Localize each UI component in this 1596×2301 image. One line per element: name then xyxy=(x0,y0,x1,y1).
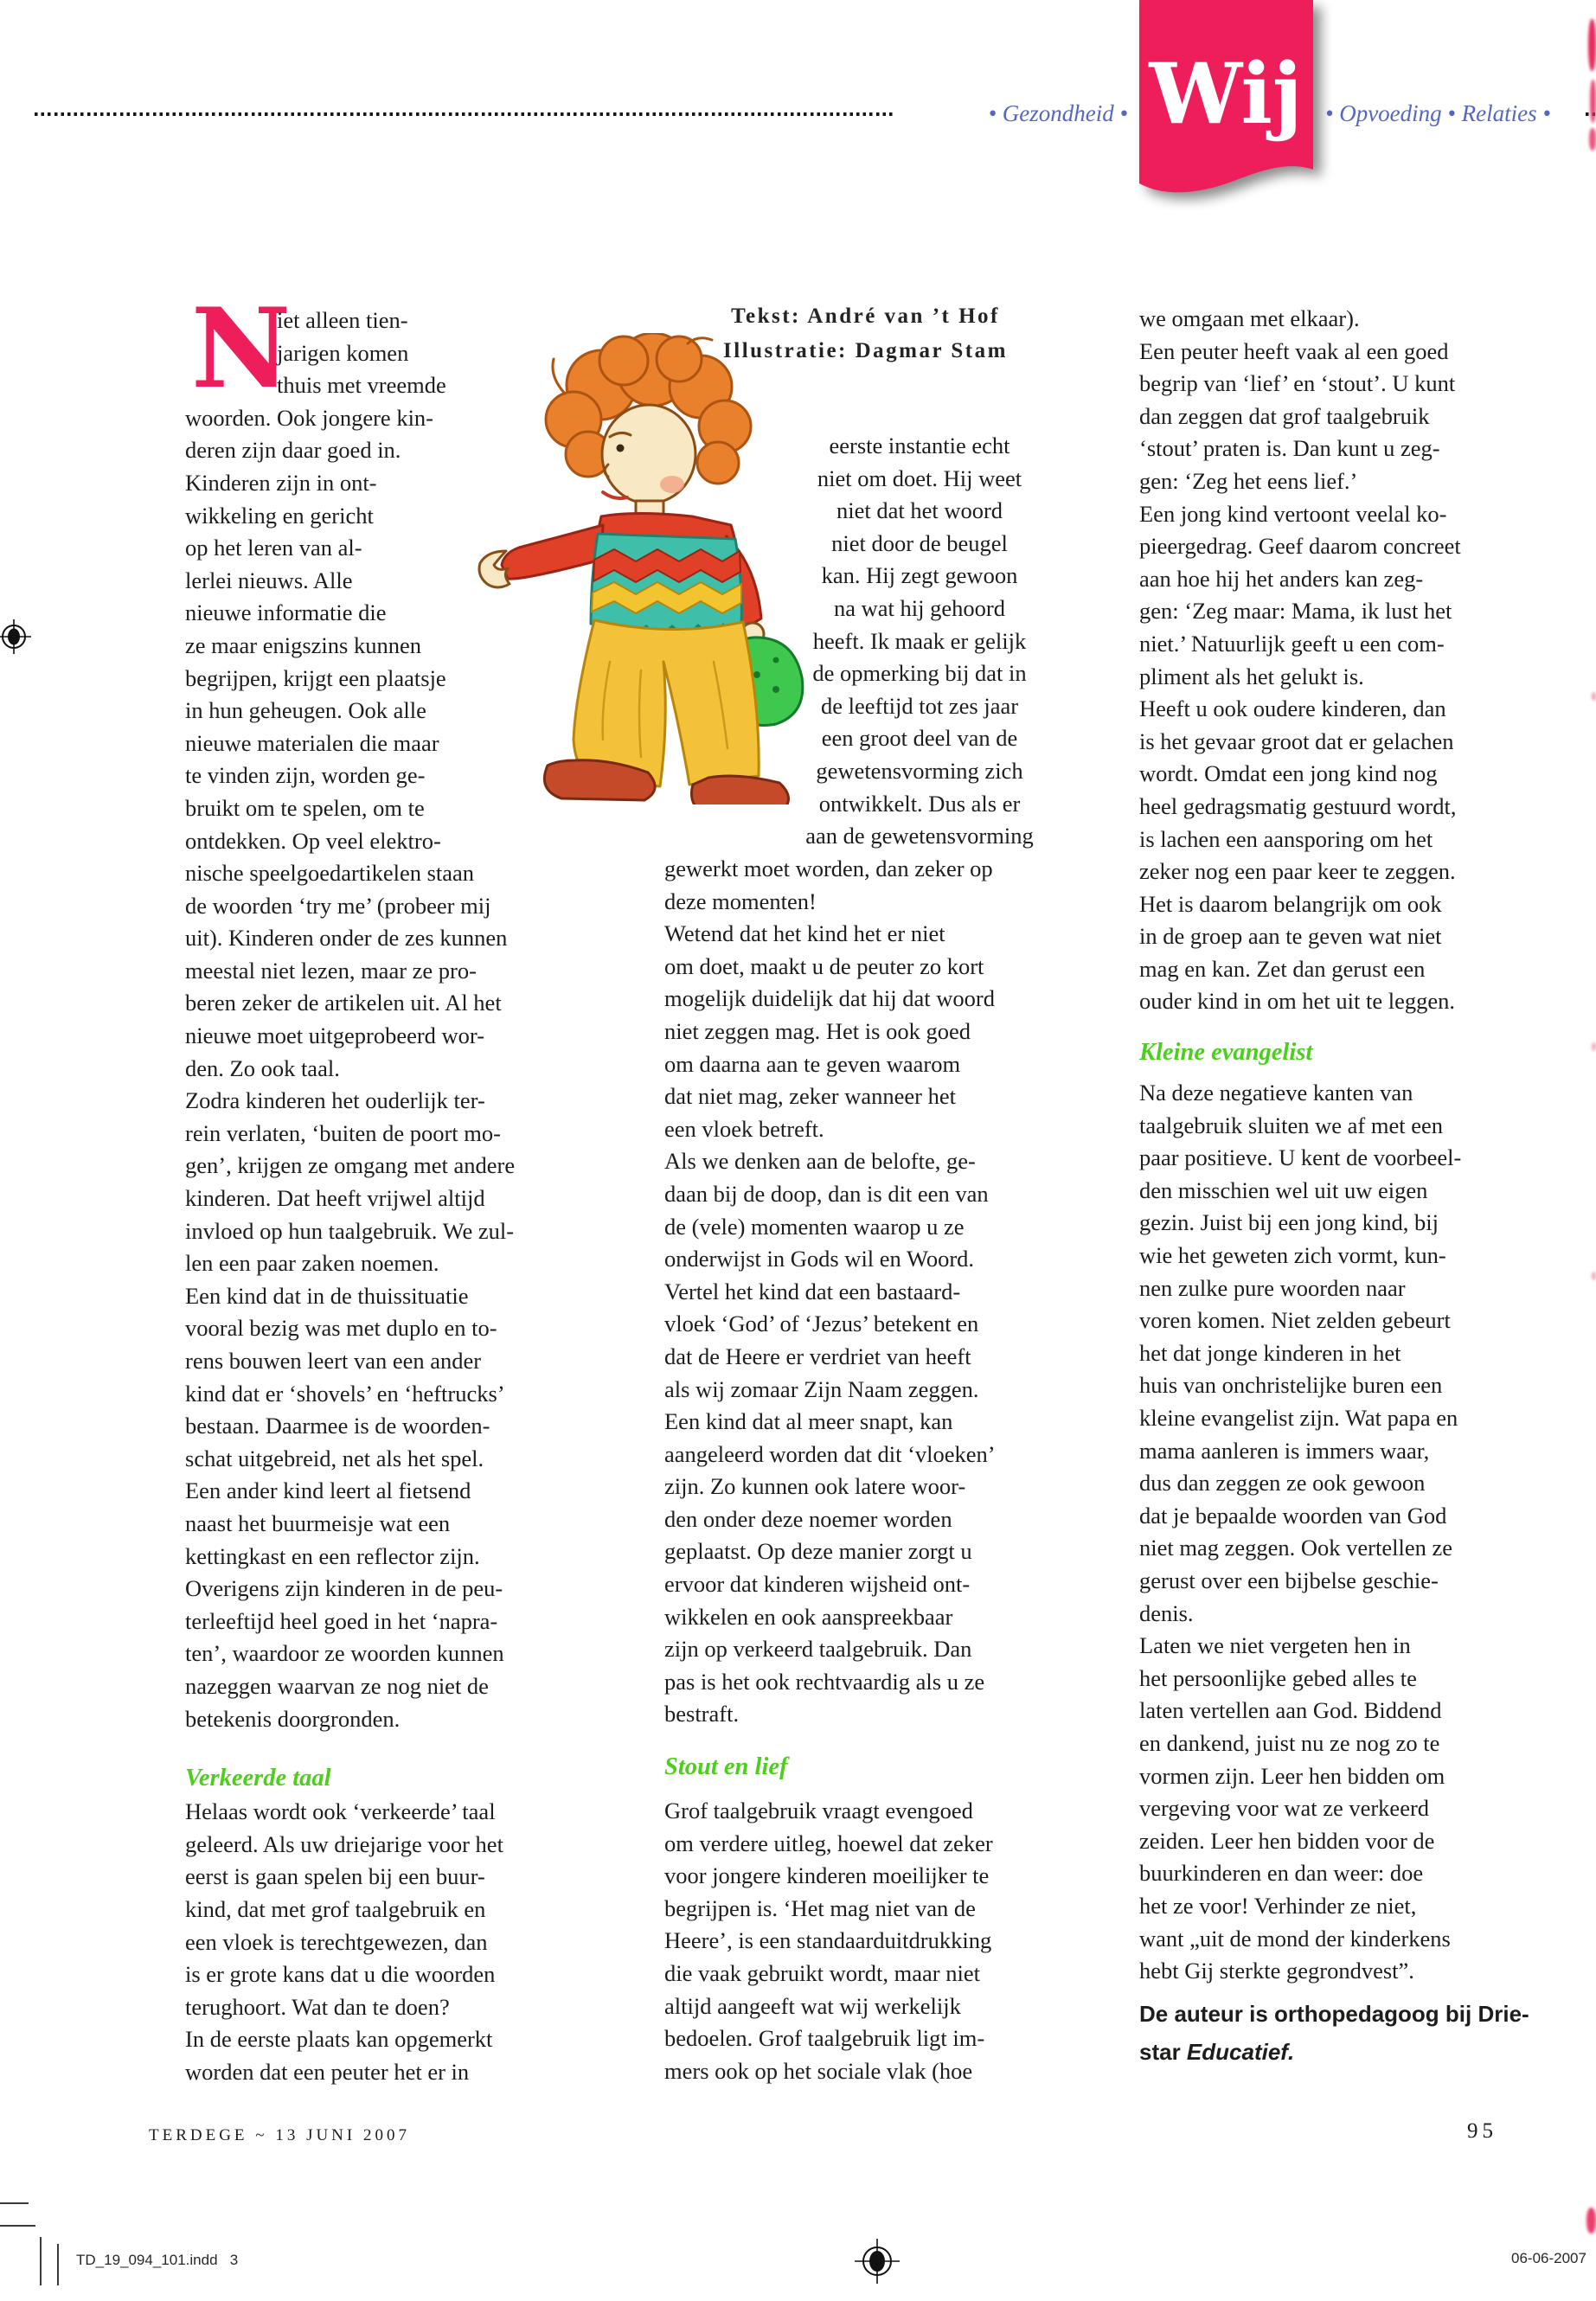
author-note xyxy=(1139,1995,1544,2071)
text-line: meestal niet lezen, maar ze pro- xyxy=(185,957,477,984)
text-line: deze momenten! xyxy=(664,888,817,914)
text-line: Na deze negatieve kanten van xyxy=(1139,1080,1413,1106)
text-line: vergeving voor wat ze verkeerd xyxy=(1139,1795,1430,1822)
text-line: de opmerking bij dat in xyxy=(812,660,1027,687)
text-line: thuis met vreemde xyxy=(277,372,446,399)
text-line: Grof taalgebruik vraagt evengoed xyxy=(664,1798,973,1824)
text-line: bruikt om te spelen, om te xyxy=(185,794,425,821)
crop-mark xyxy=(0,2225,35,2227)
text-line: zijn. Zo kunnen ook latere woor- xyxy=(664,1473,966,1500)
text-line: iet alleen tien- xyxy=(277,307,408,333)
text-line: we omgaan met elkaar). xyxy=(1139,305,1360,331)
text-line: de woorden ‘try me’ (probeer mij xyxy=(185,892,491,919)
text-line: om verdere uitleg, hoewel dat zeker xyxy=(664,1830,993,1856)
text-line: Helaas wordt ook ‘verkeerde’ taal xyxy=(185,1798,496,1825)
crop-mark xyxy=(0,2202,29,2204)
text-line: die vaak gebruikt wordt, maar niet xyxy=(664,1960,980,1986)
text-line: taalgebruik sluiten we af met een xyxy=(1139,1112,1443,1138)
text-line: terughoort. Wat dan te doen? xyxy=(185,1993,450,2020)
text-line: Een kind dat al meer snapt, kan xyxy=(664,1408,953,1435)
pink-bleed-mark xyxy=(1592,1042,1596,1051)
article-credits xyxy=(664,299,1067,369)
text-line: Vertel het kind dat een bastaard- xyxy=(664,1278,961,1304)
text-line: het dat jonge kinderen in het xyxy=(1139,1339,1401,1366)
text-line: daan bij de doop, dan is dit een van xyxy=(664,1180,989,1207)
text-line: dus dan zeggen ze ook gewoon xyxy=(1139,1470,1426,1497)
text-line: een groot deel van de xyxy=(821,725,1018,752)
text-line: vooral bezig was met duplo en to- xyxy=(185,1315,497,1342)
text-line: gezin. Juist bij een jong kind, bij xyxy=(1139,1209,1439,1236)
text-line: Laten we niet vergeten hen in xyxy=(1139,1632,1411,1659)
text-line: buurkinderen en dan weer: doe xyxy=(1139,1860,1424,1887)
text-line: Het is daarom belangrijk om ook xyxy=(1139,890,1442,917)
pink-bleed-mark xyxy=(1588,19,1596,71)
text-line: pliment als het gelukt is. xyxy=(1139,663,1364,689)
text-line: Een ander kind leert al fietsend xyxy=(185,1477,471,1504)
crop-mark xyxy=(40,2237,42,2285)
column-1-body-2 xyxy=(185,1796,586,2088)
text-line: schat uitgebreid, net als het spel. xyxy=(185,1445,484,1471)
text-line: dat niet mag, zeker wanneer het xyxy=(664,1083,956,1110)
column-3-body xyxy=(1139,303,1544,1018)
imprint-date: 06-06-2007 xyxy=(1511,2250,1586,2266)
column-2 xyxy=(664,853,1067,2087)
text-line: dat de Heere er verdriet van heeft xyxy=(664,1343,971,1369)
heading-verkeerde-taal: Verkeerde taal xyxy=(185,1765,331,1792)
text-line: het ze voor! Verhinder ze niet, xyxy=(1139,1892,1417,1919)
text-line: kinderen. Dat heeft vrijwel altijd xyxy=(185,1185,485,1212)
text-line: op het leren van al- xyxy=(185,535,362,561)
text-line: mag en kan. Zet dan gerust een xyxy=(1139,955,1426,982)
text-line: pas is het ook rechtvaardig als u ze xyxy=(664,1668,985,1695)
text-line: Een jong kind vertoont veelal ko- xyxy=(1139,500,1447,527)
text-line: naast het buurmeisje wat een xyxy=(185,1509,451,1536)
drop-cap: N xyxy=(191,285,292,413)
text-line: betekenis doorgronden. xyxy=(185,1705,401,1732)
text-line: pieergedrag. Geef daarom concreet xyxy=(1139,533,1461,560)
text-line: niet dat het woord xyxy=(836,497,1003,524)
text-line: als wij zomaar Zijn Naam zeggen. xyxy=(664,1375,979,1402)
crop-mark xyxy=(57,2244,59,2285)
text-line: rens bouwen leert van een ander xyxy=(185,1348,482,1374)
text-line: eerste instantie echt xyxy=(829,433,1010,458)
text-line: niet door de beugel xyxy=(831,529,1008,556)
text-line: niet om doet. Hij weet xyxy=(817,465,1022,491)
text-line: de leeftijd tot zes jaar xyxy=(820,692,1019,719)
text-line: onderwijst in Gods wil en Woord. xyxy=(664,1246,975,1272)
text-line: niet zeggen mag. Het is ook goed xyxy=(664,1017,971,1044)
text-line: altijd aangeeft wat wij werkelijk xyxy=(664,1992,961,2019)
text-line: nen zulke pure woorden naar xyxy=(1139,1274,1406,1301)
column-3-body-2 xyxy=(1139,1077,1544,1988)
text-line: een vloek is terechtgewezen, dan xyxy=(185,1928,488,1955)
text-line: want „uit de mond der kinderkens xyxy=(1139,1925,1451,1952)
text-line: in de groep aan te geven wat niet xyxy=(1139,923,1442,950)
text-line: niet mag zeggen. Ook vertellen ze xyxy=(1139,1535,1453,1561)
rubric-gezondheid: • Gezondheid • xyxy=(988,100,1128,126)
text-line: Tekst: André van ’t Hof xyxy=(731,304,1000,328)
text-line: Wetend dat het kind het er niet xyxy=(664,920,945,947)
text-line: terleeftijd heel goed in het ‘napra- xyxy=(185,1607,498,1634)
text-line: nieuwe materialen die maar xyxy=(185,729,439,756)
text-line: denis. xyxy=(1139,1599,1194,1626)
text-line: Een peuter heeft vaak al een goed xyxy=(1139,337,1449,364)
text-line: vormen zijn. Leer hen bidden om xyxy=(1139,1762,1445,1789)
column-1 xyxy=(185,285,586,2088)
text-line: ze maar enigszins kunnen xyxy=(185,631,421,658)
registration-mark-bottom xyxy=(853,2237,901,2285)
text-line: dan zeggen dat grof taalgebruik xyxy=(1139,402,1430,429)
text-line: lerlei nieuws. Alle xyxy=(185,567,353,593)
text-line: beren zeker de artikelen uit. Al het xyxy=(185,990,502,1016)
text-line: gewetensvorming zich xyxy=(816,757,1023,784)
footer-issue-date: TERDEGE ~ 13 JUNI 2007 xyxy=(149,2126,410,2144)
text-line: den onder deze noemer worden xyxy=(664,1505,952,1532)
text-line: mers ook op het sociale vlak (hoe xyxy=(664,2057,973,2084)
text-line: nazeggen waarvan ze nog niet de xyxy=(185,1672,489,1699)
text-line: kleine evangelist zijn. Wat papa en xyxy=(1139,1405,1458,1431)
text-line: nische speelgoedartikelen staan xyxy=(185,860,475,887)
text-line: gen: ‘Zeg maar: Mama, ik lust het xyxy=(1139,598,1452,625)
text-line: is het gevaar groot dat er gelachen xyxy=(1139,727,1454,754)
pink-bleed-mark xyxy=(1592,1272,1596,1280)
text-line: gen’, krijgen ze omgang met andere xyxy=(185,1152,516,1179)
text-line: gen: ‘Zeg het eens lief.’ xyxy=(1139,467,1358,494)
text-line: ontdekken. Op veel elektro- xyxy=(185,827,441,854)
pink-bleed-mark xyxy=(1589,128,1596,151)
text-line: paar positieve. U kent de voorbeel- xyxy=(1139,1144,1462,1171)
column-2-body xyxy=(664,853,1067,1731)
text-line: kind dat er ‘shovels’ en ‘heftrucks’ xyxy=(185,1380,505,1407)
text-line: wordt. Omdat een jong kind nog xyxy=(1139,760,1438,787)
text-line: heel gedragsmatig gestuurd wordt, xyxy=(1139,792,1457,819)
text-line: is er grote kans dat u die woorden xyxy=(185,1961,496,1988)
text-line: is lachen een aansporing om het xyxy=(1139,825,1433,852)
text-line: Kinderen zijn in ont- xyxy=(185,469,377,496)
text-line: nieuwe moet uitgeprobeerd wor- xyxy=(185,1022,485,1049)
text-line: Heere’, is een standaarduitdrukking xyxy=(664,1927,992,1954)
text-line: hebt Gij sterkte gegrondvest”. xyxy=(1139,1958,1414,1984)
text-line: ontwikkelt. Dus als er xyxy=(818,790,1021,817)
text-line: Als we denken aan de belofte, ge- xyxy=(664,1148,976,1175)
text-line: ten’, waardoor ze woorden kunnen xyxy=(185,1640,504,1667)
text-line: begrijpen is. ‘Het mag niet van de xyxy=(664,1894,976,1921)
text-line: mogelijk duidelijk dat hij dat woord xyxy=(664,985,995,1012)
text-line: Illustratie: Dagmar Stam xyxy=(723,339,1008,362)
text-line: het persoonlijke gebed alles te xyxy=(1139,1664,1417,1691)
imprint-filename: TD_19_094_101.indd 3 xyxy=(76,2252,239,2268)
text-line: Overigens zijn kinderen in de peu- xyxy=(185,1575,503,1602)
text-line: om doet, maakt u de peuter zo kort xyxy=(664,952,984,979)
text-line: begrip van ‘lief’ en ‘stout’. U kunt xyxy=(1139,370,1456,397)
text-line: deren zijn daar goed in. xyxy=(185,437,401,464)
text-line: ouder kind in om het uit te leggen. xyxy=(1139,988,1456,1015)
wij-banner xyxy=(1135,0,1343,234)
text-line: den. Zo ook taal. xyxy=(185,1054,340,1081)
text-line: huis van onchristelijke buren een xyxy=(1139,1372,1443,1399)
text-line: voren komen. Niet zelden gebeurt xyxy=(1139,1307,1451,1334)
text-line: ‘stout’ praten is. Dan kunt u zeg- xyxy=(1139,435,1440,462)
text-line: Heeft u ook oudere kinderen, dan xyxy=(1139,695,1446,722)
text-line: rein verlaten, ‘buiten de poort mo- xyxy=(185,1119,501,1146)
pink-bleed-mark xyxy=(1592,692,1596,701)
text-line: mama aanleren is immers waar, xyxy=(1139,1437,1430,1464)
text-line: Zodra kinderen het ouderlijk ter- xyxy=(185,1087,485,1114)
text-line: bestaan. Daarmee is de woorden- xyxy=(185,1413,490,1439)
text-line: geleerd. Als uw driejarige voor het xyxy=(185,1830,503,1857)
text-line: uit). Kinderen onder de zes kunnen xyxy=(185,925,508,952)
text-line: dat je bepaalde woorden van God xyxy=(1139,1502,1447,1529)
column-2-wrapped-text xyxy=(770,430,1069,853)
text-line: aan de gewetensvorming xyxy=(805,823,1034,849)
text-line: zijn op verkeerd taalgebruik. Dan xyxy=(664,1636,972,1663)
text-line: wikkeling en gericht xyxy=(185,502,374,529)
text-line: in hun geheugen. Ook alle xyxy=(185,697,426,724)
text-line: bedoelen. Grof taalgebruik ligt im- xyxy=(664,2025,985,2052)
text-line: te vinden zijn, worden ge- xyxy=(185,762,426,789)
rubric-opvoeding-relaties: • Opvoeding • Relaties • xyxy=(1325,100,1551,126)
text-line: en dankend, juist nu ze nog zo te xyxy=(1139,1729,1440,1756)
text-line: den misschien wel uit uw eigen xyxy=(1139,1176,1428,1203)
text-line: Een kind dat in de thuissituatie xyxy=(185,1282,469,1309)
text-line: begrijpen, krijgt een plaatsje xyxy=(185,664,446,691)
text-line: vloek ‘God’ of ‘Jezus’ betekent en xyxy=(664,1311,979,1337)
text-line: nieuwe informatie die xyxy=(185,599,387,626)
column-3 xyxy=(1139,303,1544,2071)
text-line: jarigen komen xyxy=(277,339,409,366)
column-1-body xyxy=(185,402,586,1735)
column-1-dropcap-lines xyxy=(277,304,586,402)
text-line: geplaatst. Op deze manier zorgt u xyxy=(664,1538,972,1565)
text-line: zeker nog een paar keer te zeggen. xyxy=(1139,858,1456,885)
text-line: een vloek betreft. xyxy=(664,1115,824,1142)
text-line: kan. Hij zegt gewoon xyxy=(821,562,1018,589)
column-2-body-2 xyxy=(664,1795,1067,2087)
text-line: kettingkast en een reflector zijn. xyxy=(185,1542,480,1569)
text-line: om daarna aan te geven waarom xyxy=(664,1050,961,1077)
pink-bleed-mark xyxy=(1590,80,1596,123)
text-line: worden dat een peuter het er in xyxy=(185,2058,470,2085)
text-line: woorden. Ook jongere kin- xyxy=(185,404,434,431)
text-line: wikkelen en ook aanspreekbaar xyxy=(664,1603,953,1630)
registration-mark-left xyxy=(0,616,38,657)
text-line: gewerkt moet worden, dan zeker op xyxy=(664,856,993,881)
text-line: aan hoe hij het anders kan zeg- xyxy=(1139,565,1424,592)
text-line: invloed op hun taalgebruik. We zul- xyxy=(185,1217,515,1244)
text-line: laten vertellen aan God. Biddend xyxy=(1139,1697,1442,1724)
text-line: In de eerste plaats kan opgemerkt xyxy=(185,2026,493,2053)
heading-kleine-evangelist: Kleine evangelist xyxy=(1139,1039,1313,1067)
text-line: de (vele) momenten waarop u ze xyxy=(664,1213,965,1240)
pink-bleed-mark xyxy=(1586,2208,1596,2234)
text-line: aangeleerd worden dat dit ‘vloeken’ xyxy=(664,1440,996,1467)
text-line: zeiden. Leer hen bidden voor de xyxy=(1139,1827,1435,1854)
page-number: 95 xyxy=(1467,2119,1497,2143)
text-line: niet.’ Natuurlijk geeft u een com- xyxy=(1139,630,1445,657)
text-line: bestraft. xyxy=(664,1701,740,1727)
text-line: voor jongere kinderen moeilijker te xyxy=(664,1862,990,1889)
text-line: len een paar zaken noemen. xyxy=(185,1250,439,1277)
text-line: ervoor dat kinderen wijsheid ont- xyxy=(664,1571,971,1598)
text-line: eerst is gaan spelen bij een buur- xyxy=(185,1863,485,1890)
text-line: heeft. Ik maak er gelijk xyxy=(812,627,1027,654)
text-line: na wat hij gehoord xyxy=(834,594,1005,621)
wij-banner-label: Wij xyxy=(1149,45,1303,143)
header-dotted-rule-left xyxy=(35,112,893,116)
heading-stout-en-lief: Stout en lief xyxy=(664,1753,788,1781)
text-line: wie het geweten zich vormt, kun- xyxy=(1139,1242,1446,1269)
text-line: kind, dat met grof taalgebruik en xyxy=(185,1895,486,1922)
text-line: gerust over een bijbelse geschie- xyxy=(1139,1567,1439,1593)
author-note-line-2: star Educatief. xyxy=(1139,2038,1295,2065)
author-note-line-1: De auteur is orthopedagoog bij Drie- xyxy=(1139,2000,1529,2027)
